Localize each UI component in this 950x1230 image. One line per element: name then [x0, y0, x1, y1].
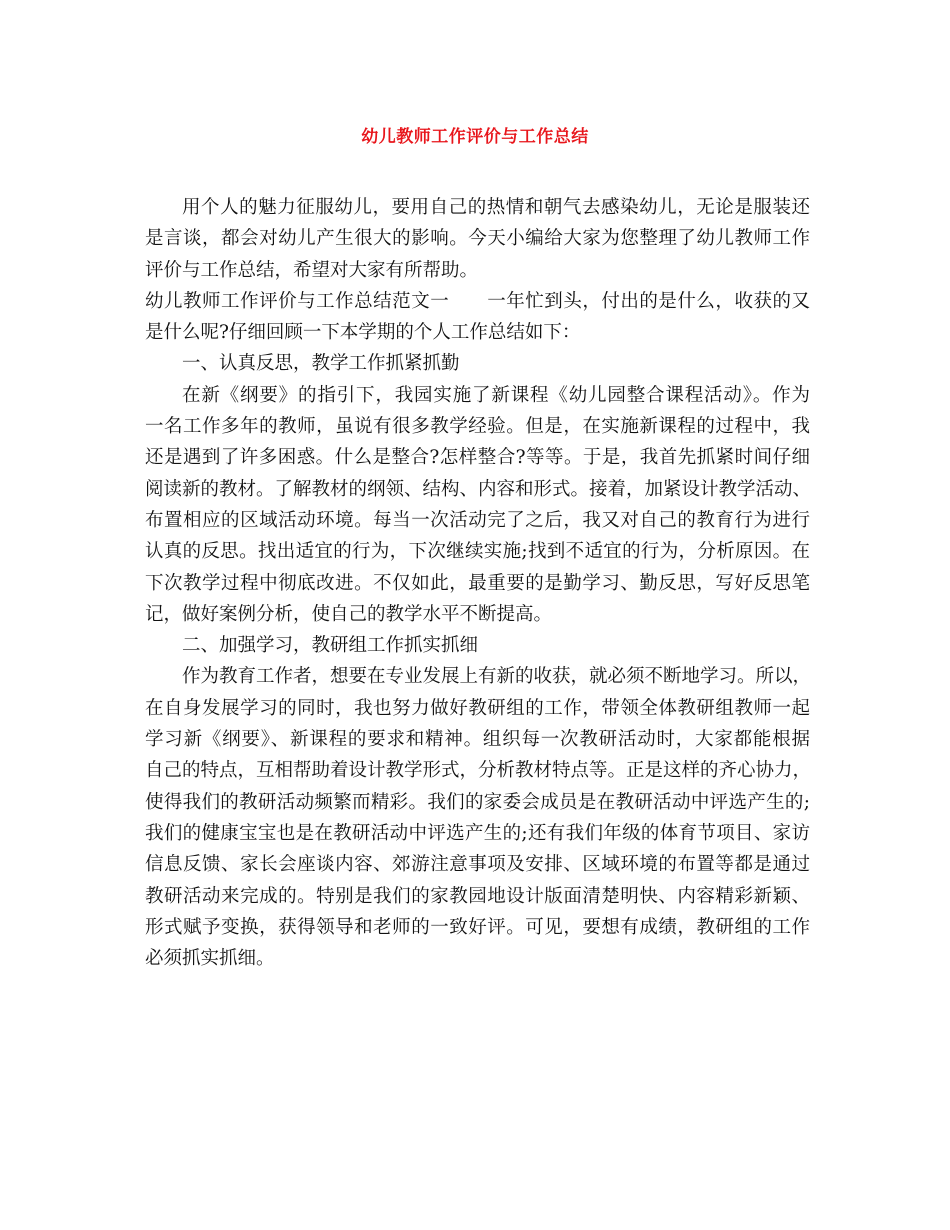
body-line: 记，做好案例分析，使自己的教学水平不断提高。: [145, 603, 553, 625]
body-line: 信息反馈、家长会座谈内容、郊游注意事项及安排、区域环境的布置等都是通过: [145, 854, 810, 876]
body-line: 下次教学过程中彻底改进。不仅如此，最重要的是勤学习、勤反思，写好反思笔: [145, 572, 810, 594]
body-line: 是言谈，都会对幼儿产生很大的影响。今天小编给大家为您整理了幼儿教师工作: [145, 228, 810, 250]
section-heading: 二、加强学习，教研组工作抓实抓细: [182, 635, 479, 657]
body-line: 教研活动来完成的。特别是我们的家教园地设计版面清楚明快、内容精彩新颖、: [145, 885, 810, 907]
body-line: 评价与工作总结，希望对大家有所帮助。: [145, 259, 479, 281]
document-title: 幼儿教师工作评价与工作总结: [361, 127, 589, 147]
body-line: 作为教育工作者，想要在专业发展上有新的收获，就必须不断地学习。所以，: [182, 666, 812, 688]
body-line: 必须抓实抓细。: [145, 948, 275, 970]
body-line: 在新《纲要》的指引下，我园实施了新课程《幼儿园整合课程活动》。作为: [182, 384, 810, 406]
body-line: 一名工作多年的教师，虽说有很多教学经验。但是，在实施新课程的过程中，我: [145, 416, 810, 438]
body-line: 布置相应的区域活动环境。每当一次活动完了之后，我又对自己的教育行为进行: [145, 509, 810, 531]
body-line: 学习新《纲要》、新课程的要求和精神。组织每一次教研活动时，大家都能根据: [145, 729, 810, 751]
body-line: 自己的特点，互相帮助着设计教学形式，分析教材特点等。正是这样的齐心协力，: [145, 760, 812, 782]
body-line: 我们的健康宝宝也是在教研活动中评选产生的;还有我们年级的体育节项目、家访: [145, 822, 810, 844]
body-line: 形式赋予变换，获得领导和老师的一致好评。可见，要想有成绩，教研组的工作: [145, 916, 810, 938]
body-line: 还是遇到了许多困惑。什么是整合?怎样整合?等等。于是，我首先抓紧时间仔细: [145, 447, 810, 469]
body-line: 在自身发展学习的同时，我也努力做好教研组的工作，带领全体教研组教师一起: [145, 697, 810, 719]
body-line: 幼儿教师工作评价与工作总结范文一 一年忙到头，付出的是什么，收获的又: [145, 290, 810, 312]
body-line: 是什么呢?仔细回顾一下本学期的个人工作总结如下：: [145, 322, 581, 344]
body-line: 认真的反思。找出适宜的行为，下次继续实施;找到不适宜的行为，分析原因。在: [145, 541, 810, 563]
section-heading: 一、认真反思，教学工作抓紧抓勤: [182, 353, 460, 375]
document-body: [145, 192, 810, 974]
body-line: 阅读新的教材。了解教材的纲领、结构、内容和形式。接着，加紧设计教学活动、: [145, 478, 812, 500]
body-line: 用个人的魅力征服幼儿，要用自己的热情和朝气去感染幼儿，无论是服装还: [182, 197, 810, 218]
body-line: 使得我们的教研活动频繁而精彩。我们的家委会成员是在教研活动中评选产生的;: [145, 791, 810, 813]
